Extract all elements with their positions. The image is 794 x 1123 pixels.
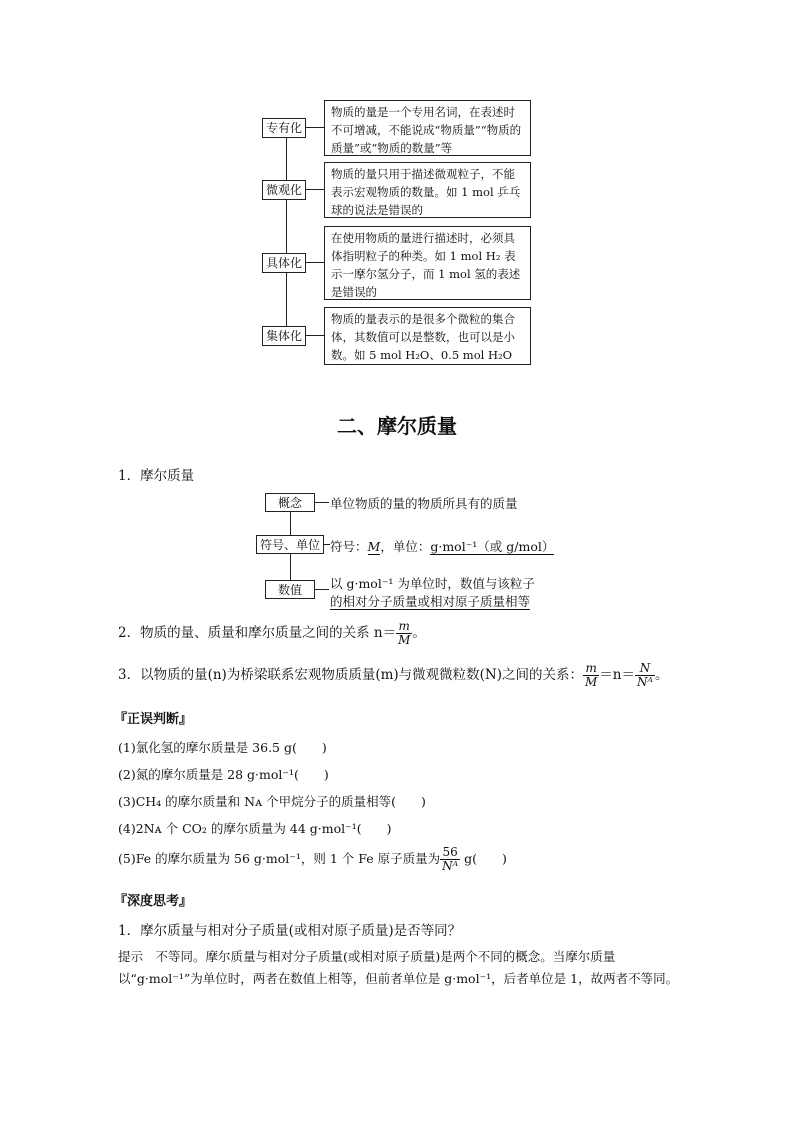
label-weiguanhua: 微观化 — [262, 180, 306, 200]
judge-heading: 『正误判断』 — [114, 712, 193, 727]
judge-item-2: (2)氮的摩尔质量是 28 g·mol⁻¹( ) — [118, 767, 329, 782]
judge-item-1: (1)氯化氢的摩尔质量是 36.5 g( ) — [118, 740, 327, 755]
judge-item-5: (5)Fe 的摩尔质量为 56 g·mol⁻¹，则 1 个 Fe 原子质量为 $\frac{56}{\text{Nᴬ}}$ g( ) — [118, 845, 507, 873]
judge-item-4: (4)2Nᴀ 个 CO₂ 的摩尔质量为 44 g·mol⁻¹( ) — [118, 821, 392, 836]
tree-trunk-line — [286, 127, 287, 337]
value-text: 以 g·mol⁻¹ 为单位时，数值与该粒子 的相对分子质量或相对原子质量相等 — [330, 576, 535, 609]
desc-jutihua: 在使用物质的量进行描述时，必须具体指明粒子的种类。如 1 mol H₂ 表示一摩尔氢分子，而 1 mol 氢的表述是错误的 — [324, 226, 531, 300]
connector-line — [303, 335, 325, 336]
label-concept: 概念 — [265, 493, 315, 512]
symbol-unit-text: 符号：M，单位：g·mol⁻¹（或 g/mol） — [330, 539, 555, 554]
label-jitihua: 集体化 — [262, 326, 306, 346]
item-1-heading: 1．摩尔质量 — [118, 468, 195, 484]
section-title: 二、摩尔质量 — [337, 414, 457, 438]
desc-zhuanyouhua: 物质的量是一个专用名词，在表述时不可增减，不能说成“物质量”“物质的质量”或“物质的数量”等 — [324, 100, 531, 156]
fraction-N-over-NA: $\frac{N}{\text{Nᴬ}}$ — [637, 661, 653, 689]
fraction-56-over-NA: $\frac{56}{\text{Nᴬ}}$ — [442, 845, 459, 873]
fraction-m-over-M: $\frac{m}{M}$ — [585, 661, 598, 689]
label-value: 数值 — [265, 580, 315, 599]
item-3-relation: 3．以物质的量(n)为桥梁联系宏观物质质量(m)与微观微粒数(N)之间的关系： $\frac{m}{M}$ ＝n＝ $\frac{N}{\text{Nᴬ}}$ 。 — [118, 661, 669, 689]
connector-line — [303, 262, 325, 263]
think-question: 1．摩尔质量与相对分子质量(或相对原子质量)是否等同？ — [118, 923, 462, 939]
connector-line — [303, 127, 325, 128]
fraction-m-over-M: $\frac{m}{M}$ — [398, 619, 411, 647]
connector-line — [315, 589, 329, 590]
label-jutihua: 具体化 — [262, 253, 306, 273]
label-zhuanyouhua: 专有化 — [262, 118, 306, 138]
item-2-relation: 2．物质的量、质量和摩尔质量之间的关系 n＝ $\frac{m}{M}$ 。 — [118, 619, 426, 647]
judge-item-3: (3)CH₄ 的摩尔质量和 Nᴀ 个甲烷分子的质量相等( ) — [118, 794, 426, 809]
connector-line — [315, 502, 329, 503]
connector-line — [303, 189, 325, 190]
label-symbol-unit: 符号、单位 — [256, 535, 324, 554]
desc-weiguanhua: 物质的量只用于描述微观粒子，不能表示宏观物质的数量。如 1 mol 乒乓球的说法是错误的 — [324, 162, 531, 218]
think-heading: 『深度思考』 — [114, 894, 193, 909]
concept-text: 单位物质的量的物质所具有的质量 — [330, 496, 518, 511]
desc-jitihua: 物质的量表示的是很多个微粒的集合体，其数值可以是整数，也可以是小数。如 5 mol H₂O、0.5 mol H₂O — [324, 307, 531, 365]
think-answer: 提示 不等同。摩尔质量与相对分子质量(或相对原子质量)是两个不同的概念。当摩尔质量以“g·mol⁻¹”为单位时，两者在数值上相等，但前者单位是 g·mol⁻¹，后者单位是 1，故两者不等同。 — [118, 949, 679, 986]
